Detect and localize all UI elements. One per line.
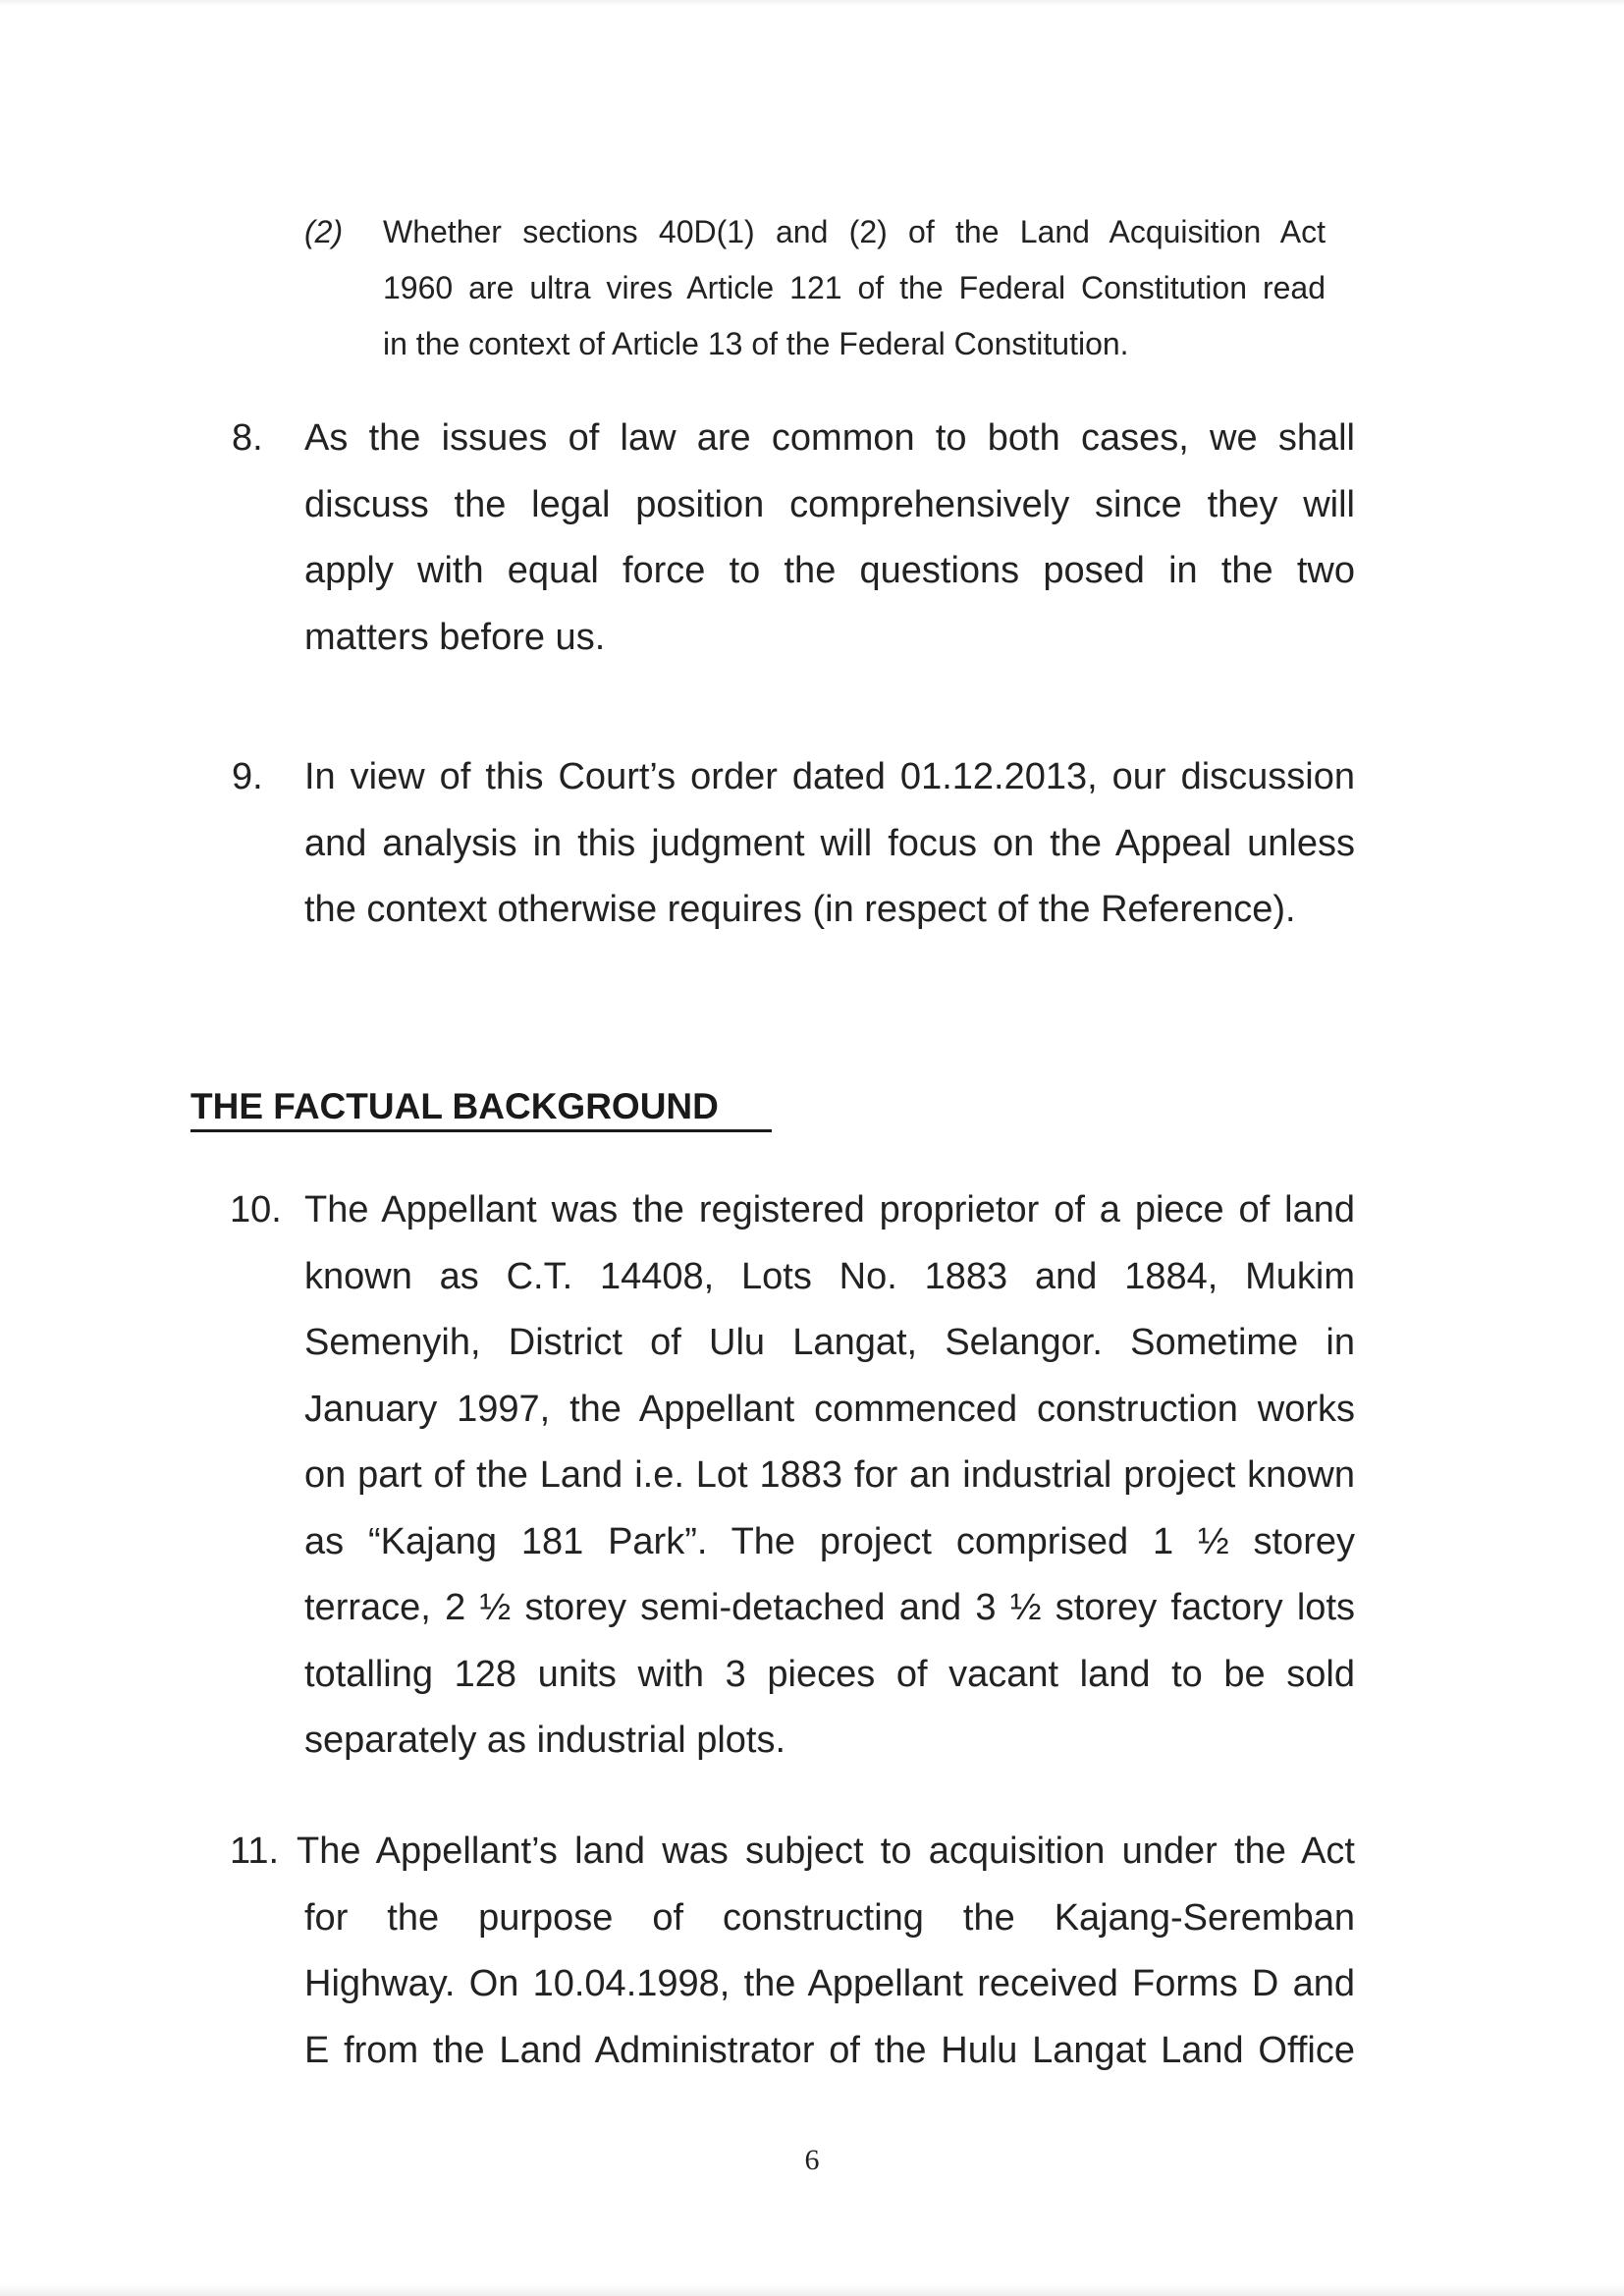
text-line: apply with equal force to the questions posed in the two	[304, 550, 1355, 591]
text-line: in the context of Article 13 of the Federal Constitution.	[383, 326, 1129, 361]
text-line: 1960 are ultra vires Article 121 of the Federal Constitution read	[383, 270, 1326, 305]
paragraph-text	[304, 744, 1355, 944]
text-line: separately as industrial plots.	[304, 1720, 786, 1761]
text-line: the context otherwise requires (in respect of the Reference).	[304, 889, 1296, 930]
text-line: known as C.T. 14408, Lots No. 1883 and 1884, Mukim	[304, 1255, 1355, 1297]
text-line: totalling 128 units with 3 pieces of vacant land to be sold	[304, 1653, 1355, 1695]
paragraph-number: 8.	[232, 417, 263, 459]
text-line: Highway. On 10.04.1998, the Appellant received Forms D and	[304, 1963, 1355, 2004]
paragraph-number: 9.	[232, 756, 263, 797]
text-line: January 1997, the Appellant commenced construction works	[304, 1388, 1355, 1430]
text-line: terrace, 2 ½ storey semi-detached and 3 ½ storey factory lots	[304, 1587, 1355, 1628]
text-line: Semenyih, District of Ulu Langat, Selangor. Sometime in	[304, 1322, 1355, 1363]
page-number: 6	[804, 2144, 820, 2176]
paragraph-text	[304, 1177, 1355, 1775]
section-heading: THE FACTUAL BACKGROUND	[190, 1086, 719, 1126]
text-line: The Appellant was the registered proprietor of a piece of land	[304, 1189, 1355, 1230]
scan-edge-top	[0, 0, 1624, 6]
scan-edge-bottom	[0, 2284, 1624, 2296]
sub-item-number: (2)	[304, 214, 344, 249]
paragraph-number: 10.	[230, 1189, 282, 1230]
paragraph-number: 11.	[230, 1831, 280, 1872]
text-line: as “Kajang 181 Park”. The project comprised 1 ½ storey	[304, 1520, 1355, 1562]
text-line: for the purpose of constructing the Kajang-Seremban	[304, 1896, 1355, 1939]
text-line: As the issues of law are common to both cases, we shall	[304, 417, 1355, 459]
sub-item-text	[383, 204, 1326, 372]
text-line: Whether sections 40D(1) and (2) of the Land Acquisition Act	[383, 214, 1326, 249]
text-line: on part of the Land i.e. Lot 1883 for an industrial project known	[304, 1454, 1355, 1496]
text-line: matters before us.	[304, 616, 606, 658]
paragraph-text	[297, 1819, 1355, 2084]
text-line: The Appellant’s land was subject to acquisition under the Act	[297, 1831, 1355, 1872]
text-line: discuss the legal position comprehensively since they will	[304, 483, 1355, 525]
text-line: In view of this Court’s order dated 01.12.2013, our discussion	[304, 756, 1355, 797]
text-line: E from the Land Administrator of the Hulu Langat Land Office	[304, 2029, 1355, 2071]
text-line: and analysis in this judgment will focus on the Appeal unless	[304, 822, 1355, 864]
heading-underline	[190, 1129, 772, 1132]
paragraph-text	[304, 406, 1355, 671]
